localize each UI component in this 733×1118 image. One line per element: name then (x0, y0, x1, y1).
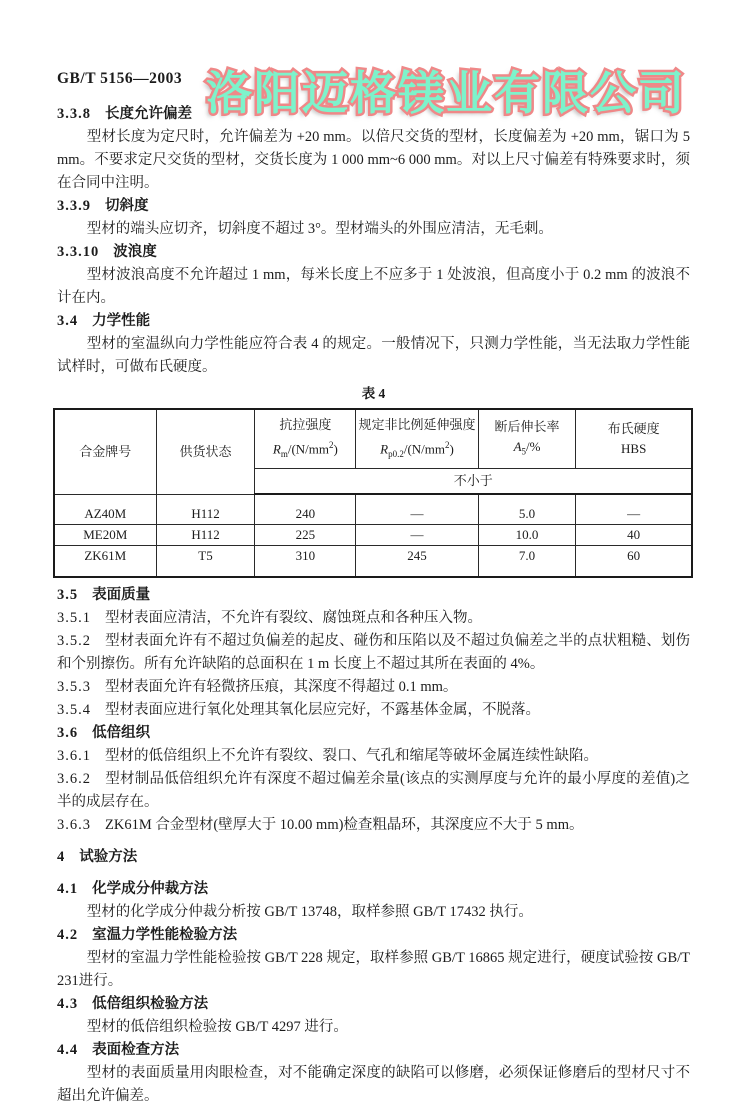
table-cell: H112 (156, 525, 255, 546)
standard-number: GB/T 5156—2003 (57, 70, 183, 87)
header-hardness (576, 409, 692, 469)
clause-number: 3.6.3 (57, 817, 91, 833)
section-number: 4.1 (57, 881, 79, 897)
body-paragraph: 型材的室温力学性能检验按 GB/T 228 规定，取样参照 GB/T 16865 规定进行，硬度试验按 GB/T 231进行。 (57, 950, 690, 989)
clause-text: 型材表面应进行氧化处理其氧化层应完好，不露基体金属，不脱落。 (105, 702, 540, 718)
section-heading (57, 722, 690, 745)
header-tensile (255, 409, 356, 469)
chapter-title: 试验方法 (79, 849, 138, 865)
header-elongation-symbol: $A_5/\%$ (513, 438, 541, 457)
clause (57, 699, 690, 722)
header-tensile-name: 抗拉强度 (279, 416, 332, 432)
not-less-than-label: 不小于 (255, 469, 692, 495)
section-title: 低倍组织 (92, 725, 151, 741)
clause-text: 型材制品低倍组织允许有深度不超过偏差余量(该点的实测厚度与允许的最小厚度的差值)之半的成层存在。 (57, 771, 690, 810)
table-cell: — (356, 494, 478, 525)
table-row (54, 494, 692, 525)
header-yield-symbol: $R_{p0.2}/(N/mm^2)$ (380, 439, 454, 459)
mechanical-properties-table (53, 408, 693, 578)
section-heading (57, 993, 690, 1016)
clause-text: 型材的低倍组织上不允许有裂纹、裂口、气孔和缩尾等破坏金属连续性缺陷。 (105, 748, 598, 764)
header-elongation (478, 409, 576, 469)
clause (57, 814, 690, 837)
clause-text: ZK61M 合金型材(壁厚大于 10.00 mm)检查粗晶环，其深度应不大于 5 mm。 (105, 817, 584, 833)
clause-number: 3.6.2 (57, 771, 91, 787)
table-row (54, 525, 692, 546)
body-paragraph: 型材的表面质量用肉眼检查，对不能确定深度的缺陷可以修磨，必须保证修磨后的型材尺寸不超出允许偏差。 (57, 1065, 690, 1104)
section-title: 波浪度 (113, 244, 157, 260)
body-paragraph: 型材的室温纵向力学性能应符合表 4 的规定。一般情况下，只测力学性能，当无法取力学性能试样时，可做布氏硬度。 (57, 336, 690, 375)
table-cell: 240 (255, 494, 356, 525)
header-tensile-symbol: $R_m/(N/mm^2)$ (272, 439, 338, 459)
table-cell: 7.0 (478, 546, 576, 578)
table-cell: 310 (255, 546, 356, 578)
section-title: 力学性能 (92, 313, 151, 329)
section-heading (57, 584, 690, 607)
section-title: 低倍组织检验方法 (92, 996, 209, 1012)
clause (57, 768, 690, 814)
company-watermark: 洛阳迈格镁业有限公司 洛阳迈格镁业有限公司 (206, 57, 686, 123)
header-yield-name: 规定非比例延伸强度 (358, 416, 476, 432)
clause (57, 607, 690, 630)
table-cell: 40 (576, 525, 692, 546)
table-cell: H112 (156, 494, 255, 525)
clause-text: 型材表面允许有轻微挤压痕，其深度不得超过 0.1 mm。 (105, 679, 458, 695)
section-number: 3.6 (57, 725, 79, 741)
table-cell: — (356, 525, 478, 546)
clause-number: 3.5.1 (57, 610, 91, 626)
body-paragraph: 型材的低倍组织检验按 GB/T 4297 进行。 (86, 1019, 348, 1035)
section-title: 表面质量 (92, 587, 151, 603)
section-number: 3.3.8 (57, 106, 91, 122)
clause (57, 745, 690, 768)
header-hardness-symbol: HBS (621, 441, 647, 456)
body-paragraph: 型材的化学成分仲裁分析按 GB/T 13748，取样参照 GB/T 17432 执行。 (86, 904, 533, 920)
chapter-heading (57, 846, 690, 869)
clause-number: 3.5.2 (57, 633, 91, 649)
section-number: 3.4 (57, 313, 79, 329)
section-heading (57, 878, 690, 901)
section-title: 化学成分仲裁方法 (92, 881, 209, 897)
table-cell: — (576, 494, 692, 525)
table-cell: 60 (576, 546, 692, 578)
clause (57, 676, 690, 699)
table-cell: T5 (156, 546, 255, 578)
section-number: 3.3.9 (57, 198, 91, 214)
table-cell: 10.0 (478, 525, 576, 546)
clause (57, 630, 690, 676)
clause-number: 3.5.3 (57, 679, 91, 695)
section-title: 室温力学性能检验方法 (92, 927, 238, 943)
clause-text: 型材表面应清洁，不允许有裂纹、腐蚀斑点和各种压入物。 (105, 610, 482, 626)
table-cell: 225 (255, 525, 356, 546)
table-row (54, 546, 692, 578)
body-paragraph: 型材长度为定尺时，允许偏差为 +20 mm。以倍尺交货的型材，长度偏差为 +20 mm，锯口为 5 mm。不要求定尺交货的型材，交货长度为 1 000 mm~6 000 mm。对以上尺寸偏差有特殊要求时，须在合同中注明。 (57, 129, 690, 191)
table-caption: 表 4 (361, 386, 386, 401)
section-number: 4.2 (57, 927, 79, 943)
body-paragraph: 型材的端头应切齐，切斜度不超过 3°。型材端头的外围应清洁，无毛刺。 (86, 221, 553, 237)
section-title: 表面检查方法 (92, 1042, 180, 1058)
section-heading (57, 195, 690, 218)
section-heading (57, 310, 690, 333)
table-header-row (54, 409, 692, 469)
chapter-number: 4 (57, 849, 66, 865)
header-alloy: 合金牌号 (54, 409, 156, 494)
section-number: 3.5 (57, 587, 79, 603)
header-hardness-name: 布氏硬度 (607, 421, 660, 436)
table-cell: 245 (356, 546, 478, 578)
section-title: 切斜度 (105, 198, 149, 214)
table-cell: AZ40M (54, 494, 156, 525)
section-heading (57, 924, 690, 947)
header-condition: 供货状态 (156, 409, 255, 494)
table-cell: ZK61M (54, 546, 156, 578)
section-title: 长度允许偏差 (105, 106, 192, 122)
section-number: 4.3 (57, 996, 79, 1012)
header-yield (356, 409, 478, 469)
section-heading (57, 241, 690, 264)
header-elongation-name: 断后伸长率 (494, 418, 560, 434)
body-paragraph: 型材波浪高度不允许超过 1 mm，每米长度上不应多于 1 处波浪，但高度小于 0.2 mm 的波浪不计在内。 (57, 267, 690, 306)
table-cell: 5.0 (478, 494, 576, 525)
table-cell: ME20M (54, 525, 156, 546)
section-number: 4.4 (57, 1042, 79, 1058)
section-number: 3.3.10 (57, 244, 100, 260)
clause-number: 3.6.1 (57, 748, 91, 764)
clause-text: 型材表面允许有不超过负偏差的起皮、碰伤和压陷以及不超过负偏差之半的点状粗糙、划伤和个别擦伤。所有允许缺陷的总面积在 1 m 长度上不超过其所在表面的 4%。 (57, 633, 690, 672)
section-heading (57, 1039, 690, 1062)
clause-number: 3.5.4 (57, 702, 91, 718)
